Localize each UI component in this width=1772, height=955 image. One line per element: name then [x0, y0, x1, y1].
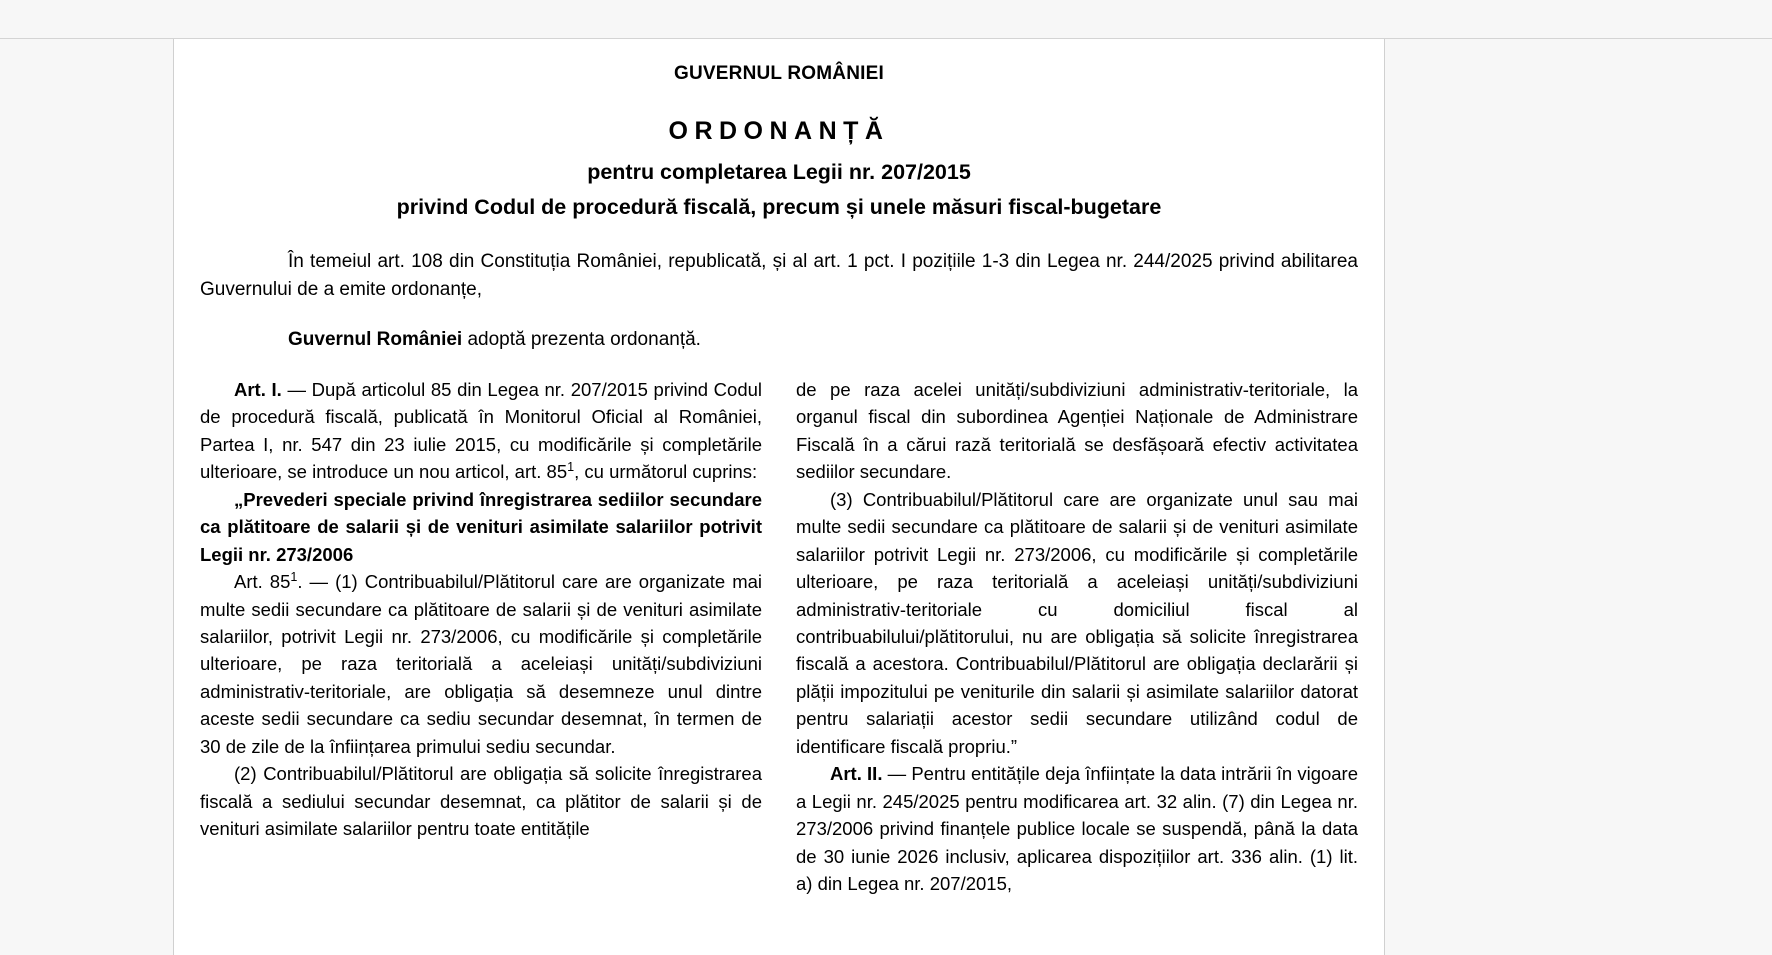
article-85-1-para-2: (2) Contribuabilul/Plătitorul are obligația să solicite înregistrarea fiscală a sediului secundar desemnat, ca plătitor de salarii și de venituri asimilate salariilor pentru toate entitățile: [200, 763, 762, 840]
article-85-1-paragraph: [200, 568, 762, 760]
document-page: [173, 39, 1385, 955]
article-85-1-dash: . —: [297, 571, 336, 593]
article-1-dash: —: [281, 378, 312, 400]
article-85-1-para-3: (3) Contribuabilul/Plătitorul care are organizate unul sau mai multe sedii secundare ca plătitoare de salarii și de venituri asimilate salariilor potrivit Legii nr. 273/2006, cu modificările și completările ulterioare, pe raza teritorială a aceleiași unități/subdiviziuni administrativ-teritoriale cu domiciliul fiscal al contribuabilului/plătitorului, nu are obligația să solicite înregistrarea fiscală a acestora. Contribuabilul/Plătitorul are obligația declarării și plății impozitului pe veniturile din salarii și asimilate salariilor datorat pentru salariații acestor sedii secundare utilizând codul de identificare fiscală propriu.”: [796, 488, 1358, 757]
article-85-1-para-2-continued: de pe raza acelei unități/subdiviziuni administrativ-teritoriale, la organul fiscal din subordinea Agenției Naționale de Administrare Fiscală în a cărui rază teritorială se desfășoară efectiv activitatea sediilor secundare.: [796, 378, 1358, 483]
article-1-superscript: 1: [567, 460, 575, 475]
article-2-label: Art. II.: [830, 763, 883, 785]
document-kind-title: ORDONANȚĂ: [668, 117, 890, 145]
article-2-text: Pentru entitățile deja înființate la data intrării în vigoare a Legii nr. 245/2025 pentru modificarea art. 32 alin. (7) din Legea nr. 273/2006 privind finanțele publice locale se suspendă, până la data de 30 iunie 2026 inclusiv, aplicarea dispozițiilor art. 336 alin. (1) lit. a) din Legea nr. 207/2015,: [796, 763, 1359, 895]
right-column: [796, 376, 1358, 898]
body-columns: [200, 376, 1358, 898]
page-masthead: GUVERNUL ROMÂNIEI: [674, 63, 884, 84]
quoted-section-heading: „Prevederi speciale privind înregistrarea sediilor secundare ca plătitoare de salarii și de venituri asimilate salariilor potrivit Legii nr. 273/2006: [200, 488, 762, 565]
article-1-paragraph: [200, 376, 762, 486]
article-1-text: După articolul 85 din Legea nr. 207/2015 privind Codul de procedură fiscală, publicată în Monitorul Oficial al României, Partea I, nr. 547 din 23 iulie 2015, cu modificările și completările ulterioare, se introduce un nou articol, art. 85: [200, 378, 763, 483]
article-85-1-para-1: (1) Contribuabilul/Plătitorul care are organizate mai multe sedii secundare ca plătitoare de salarii și de venituri asimilate salariilor, potrivit Legii nr. 273/2006, cu modificările și completările ulterioare, pe raza teritorială a aceleiași unități/subdiviziuni administrativ-teritoriale, are obligația să desemneze unul dintre aceste sedii secundare ca sediu secundar desemnat, în termen de 30 de zile de la înființarea primului sediu secundar.: [200, 571, 763, 757]
article-85-1-superscript: 1: [290, 569, 298, 584]
document-subtitle-line1: pentru completarea Legii nr. 207/2015: [587, 160, 971, 184]
preamble-paragraph: În temeiul art. 108 din Constituția României, republicată, și al art. 1 pct. I pozițiile 1-3 din Legea nr. 244/2025 privind abilitarea Guvernului de a emite ordonanțe,: [200, 251, 1358, 300]
article-2-paragraph: [796, 760, 1358, 897]
adoption-subject: Guvernul României: [288, 328, 463, 350]
article-85-1-label: Art. 85: [234, 571, 291, 593]
document-subtitle-line2: privind Codul de procedură fiscală, precum și unele măsuri fiscal-bugetare: [396, 195, 1162, 219]
article-1-label: Art. I.: [234, 378, 282, 400]
article-1-text-end: , cu următorul cuprins:: [574, 461, 758, 483]
left-column: [200, 376, 762, 898]
adoption-paragraph: [200, 326, 1358, 354]
article-2-dash: —: [882, 763, 912, 785]
adoption-predicate: adoptă prezenta ordonanță.: [462, 328, 701, 350]
